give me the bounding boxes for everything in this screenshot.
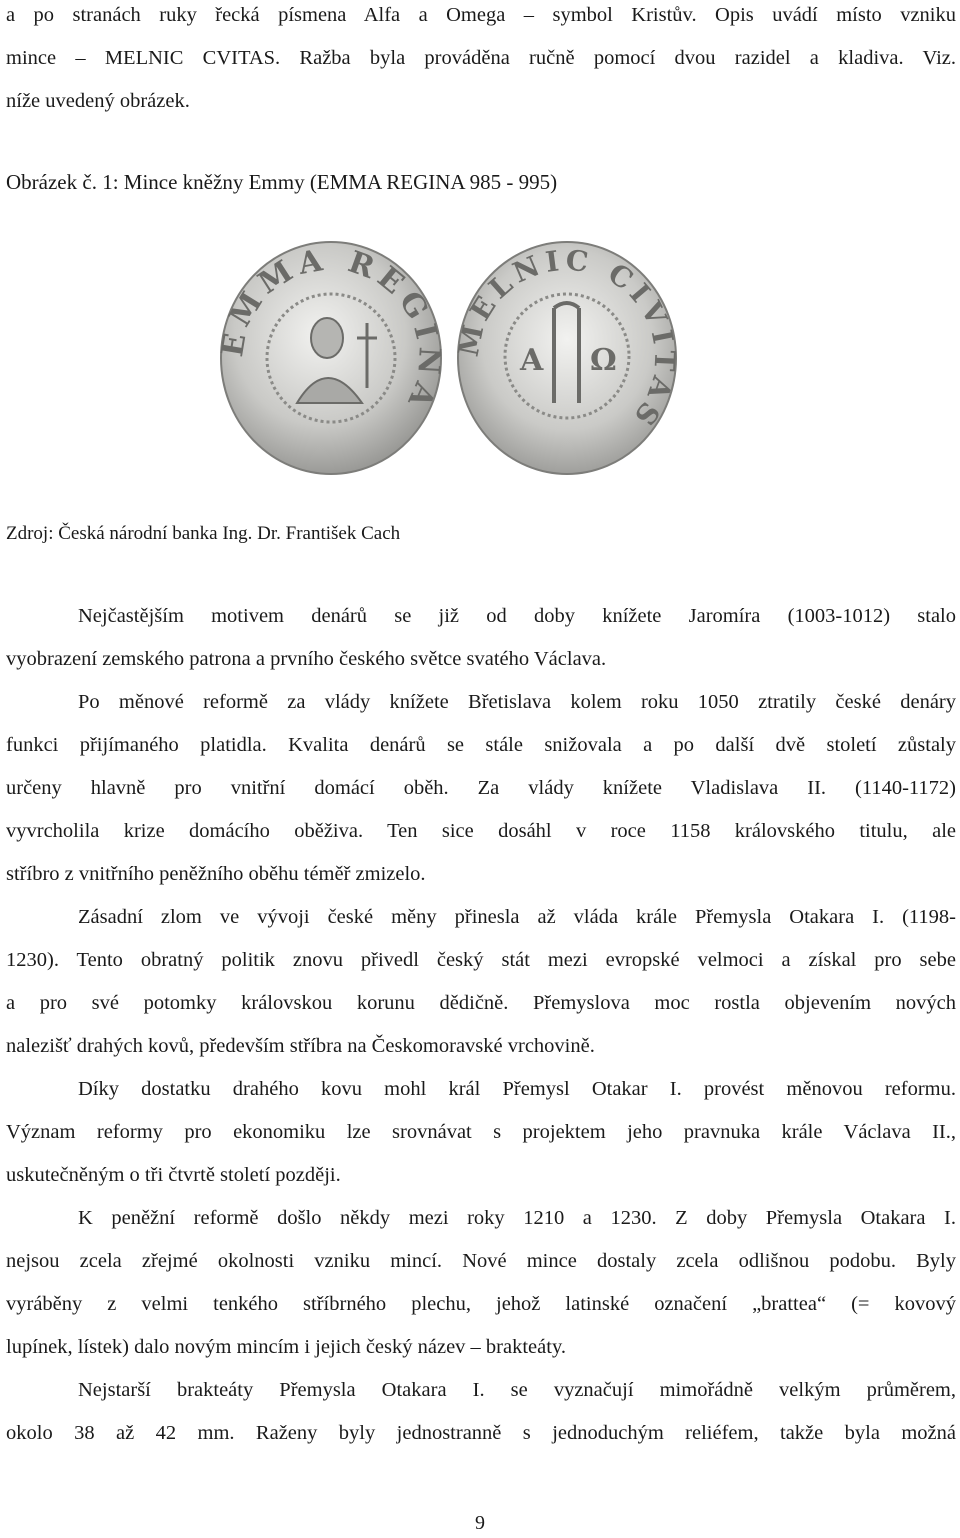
paragraph-6	[6, 1369, 956, 1455]
paragraph-line: Po měnové reformě za vlády knížete Břetislava kolem roku 1050 ztratily české denáry	[78, 691, 956, 713]
paragraph-1	[6, 595, 956, 681]
paragraph-line: vyobrazení zemského patrona a prvního českého světce svatého Václava.	[6, 648, 607, 670]
paragraph-line: Díky dostatku drahého kovu mohl král Přemysl Otakar I. provést měnovou reformu.	[78, 1078, 956, 1100]
paragraph-5	[6, 1197, 956, 1369]
paragraph-line: lupínek, lístek) dalo novým mincím i jejich český název – brakteáty.	[6, 1336, 566, 1358]
paragraph-line: a pro své potomky královskou korunu dědičně. Přemyslova moc rostla objevením nových	[6, 992, 956, 1014]
paragraph-line: K peněžní reformě došlo někdy mezi roky 1210 a 1230. Z doby Přemysla Otakara I.	[78, 1207, 956, 1229]
paragraph-line: nalezišť drahých kovů, především stříbra na Českomoravské vrchovině.	[6, 1035, 595, 1057]
paragraph-line: uskutečněným o tři čtvrtě století později.	[6, 1164, 341, 1186]
intro-line-1: a po stranách ruky řecká písmena Alfa a Omega – symbol Kristův. Opis uvádí místo vzniku	[6, 4, 956, 26]
paragraph-line: určeny hlavně pro vnitřní domácí oběh. Za vlády knížete Vladislava II. (1140-1172)	[6, 777, 956, 799]
svg-text:EMMA REGINA: EMMA REGINA	[217, 242, 445, 418]
intro-line-3: níže uvedený obrázek.	[6, 90, 190, 112]
paragraph-line: 1230). Tento obratný politik znovu přivedl český stát mezi evropské velmoci a získal pro sebe	[6, 949, 956, 971]
figure-title: Obrázek č. 1: Mince kněžny Emmy (EMMA REGINA 985 - 995)	[6, 170, 558, 194]
paragraph-line: Nejčastějším motivem denárů se již od doby knížete Jaromíra (1003-1012) stalo	[78, 605, 956, 627]
coin-obverse-image	[217, 238, 445, 483]
paragraph-line: vyráběny z velmi tenkého stříbrného plechu, jehož latinské označení „brattea“ (= kovový	[6, 1293, 956, 1315]
paragraph-line: Nejstarší brakteáty Přemysla Otakara I. se vyznačují mimořádně velkým průměrem,	[78, 1379, 956, 1401]
figure-source: Zdroj: Česká národní banka Ing. Dr. František Cach	[6, 523, 401, 544]
paragraph-line: funkci přijímaného platidla. Kvalita denárů se stále snižovala a po další dvě století zůstaly	[6, 734, 956, 756]
coin-reverse-image	[454, 238, 680, 483]
svg-text:Α: Α	[520, 343, 544, 378]
svg-text:Ω: Ω	[590, 343, 617, 378]
paragraph-line: stříbro z vnitřního peněžního oběhu téměř zmizelo.	[6, 863, 426, 885]
page-number: 9	[475, 1512, 485, 1534]
paragraph-line: okolo 38 až 42 mm. Raženy byly jednostranně s jednoduchým reliéfem, takže byla možná	[6, 1422, 956, 1444]
paragraph-line: nejsou zcela zřejmé okolnosti vzniku mincí. Nové mince dostaly zcela odlišnou podobu. Byly	[6, 1250, 956, 1272]
paragraph-3	[6, 896, 956, 1068]
paragraph-2	[6, 681, 956, 896]
paragraph-line: Význam reformy pro ekonomiku lze srovnávat s projektem jeho pravnuka krále Václava II.,	[6, 1121, 956, 1143]
paragraph-4	[6, 1068, 956, 1197]
paragraph-line: vyvrcholila krize domácího oběživa. Ten sice dosáhl v roce 1158 královského titulu, ale	[6, 820, 956, 842]
intro-line-2: mince – MELNIC CVITAS. Ražba byla prováděna ručně pomocí dvou razidel a kladiva. Viz.	[6, 47, 956, 69]
intro-paragraph	[6, 0, 956, 123]
paragraph-line: Zásadní zlom ve vývoji české měny přinesla až vláda krále Přemysla Otakara I. (1198-	[78, 906, 956, 928]
svg-text:MELNIC CIVITAS: MELNIC CIVITAS	[454, 243, 680, 436]
body-text	[6, 595, 956, 1455]
